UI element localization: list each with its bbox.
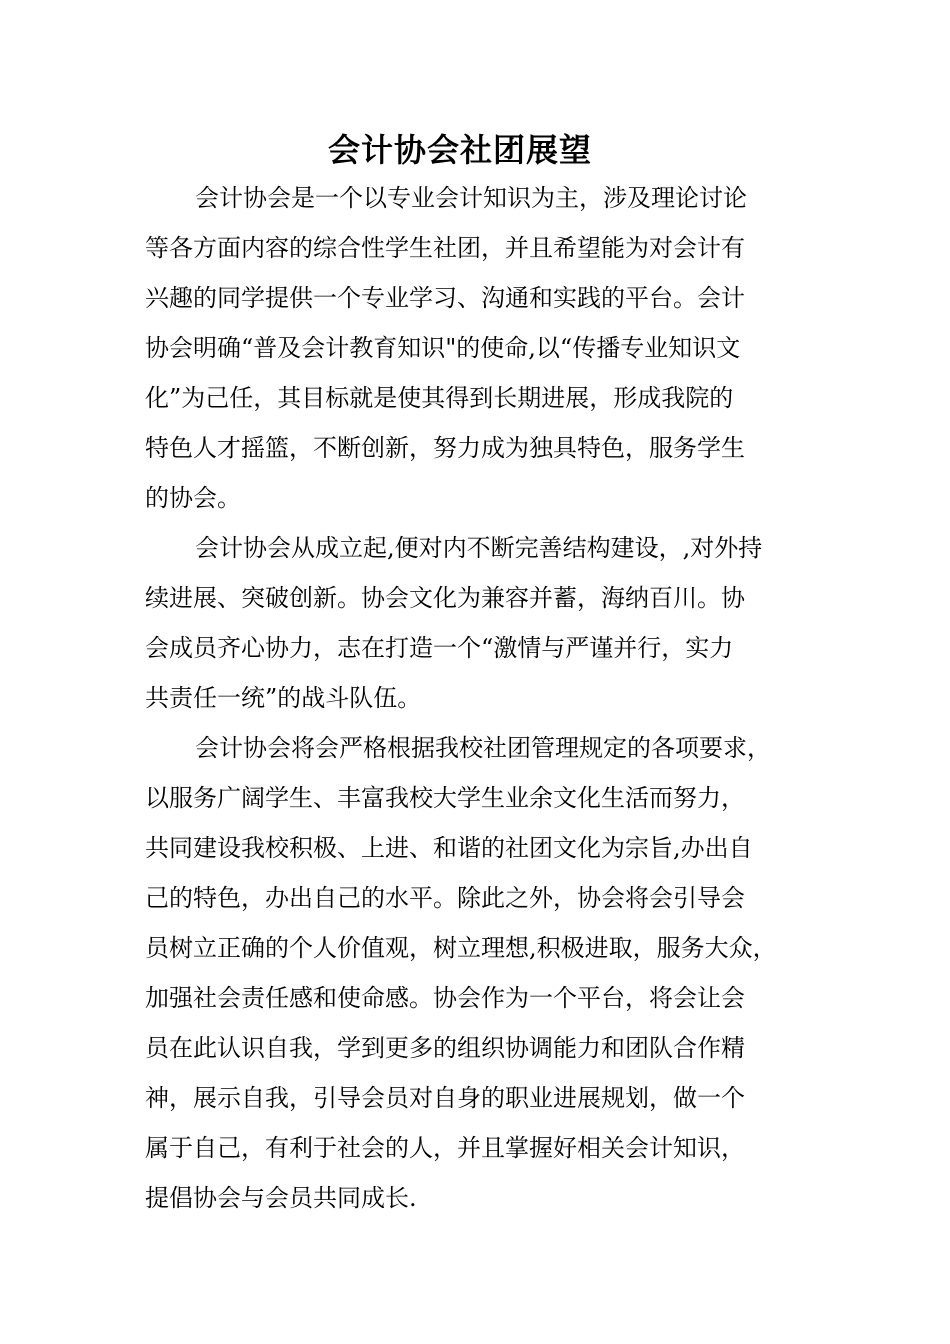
paragraph-3-line-1: 会计协会将会严格根据我校社团管理规定的各项要求， [195, 734, 771, 762]
paragraph-1-line-4: 协会明确“普及会计教育知识"的使命,以“传播专业知识文 [145, 334, 741, 362]
paragraph-3-line-2: 以服务广阔学生、丰富我校大学生业余文化生活而努力， [145, 784, 745, 812]
paragraph-2-line-4: 共责任一统”的战斗队伍。 [145, 684, 422, 712]
paragraph-3-line-8: 神，展示自我，引导会员对自身的职业进展规划，做一个 [145, 1084, 745, 1112]
document-title: 会计协会社团展望 [327, 131, 592, 169]
paragraph-3-line-5: 员树立正确的个人价值观，树立理想,积极进取，服务大众， [145, 934, 777, 962]
paragraph-1-line-1: 会计协会是一个以专业会计知识为主，涉及理论讨论 [195, 184, 747, 212]
paragraph-2-line-3: 会成员齐心协力，志在打造一个“激情与严谨并行，实力 [145, 634, 734, 662]
paragraph-3-line-7: 员在此认识自我，学到更多的组织协调能力和团队合作精 [145, 1034, 745, 1062]
paragraph-2-line-1: 会计协会从成立起,便对内不断完善结构建设，,对外持 [195, 534, 763, 562]
paragraph-1-line-3: 兴趣的同学提供一个专业学习、沟通和实践的平台。会计 [145, 284, 745, 312]
paragraph-1-line-6: 特色人才摇篮，不断创新，努力成为独具特色，服务学生 [145, 434, 745, 462]
paragraph-2-line-2: 续进展、突破创新。协会文化为兼容并蓄，海纳百川。协 [145, 584, 745, 612]
paragraph-1-line-7: 的协会。 [145, 484, 241, 512]
paragraph-1-line-2: 等各方面内容的综合性学生社团，并且希望能为对会计有 [145, 234, 745, 262]
paragraph-3-line-9: 属于自己，有利于社会的人，并且掌握好相关会计知识， [145, 1134, 745, 1162]
paragraph-3-line-10: 提倡协会与会员共同成长. [145, 1184, 417, 1212]
paragraph-3-line-6: 加强社会责任感和使命感。协会作为一个平台，将会让会 [145, 984, 745, 1012]
paragraph-3-line-3: 共同建设我校积极、上进、和谐的社团文化为宗旨,办出自 [145, 834, 753, 862]
paragraph-1-line-5: 化”为己任，其目标就是使其得到长期进展，形成我院的 [145, 384, 734, 412]
paragraph-3-line-4: 己的特色，办出自己的水平。除此之外，协会将会引导会 [145, 884, 745, 912]
